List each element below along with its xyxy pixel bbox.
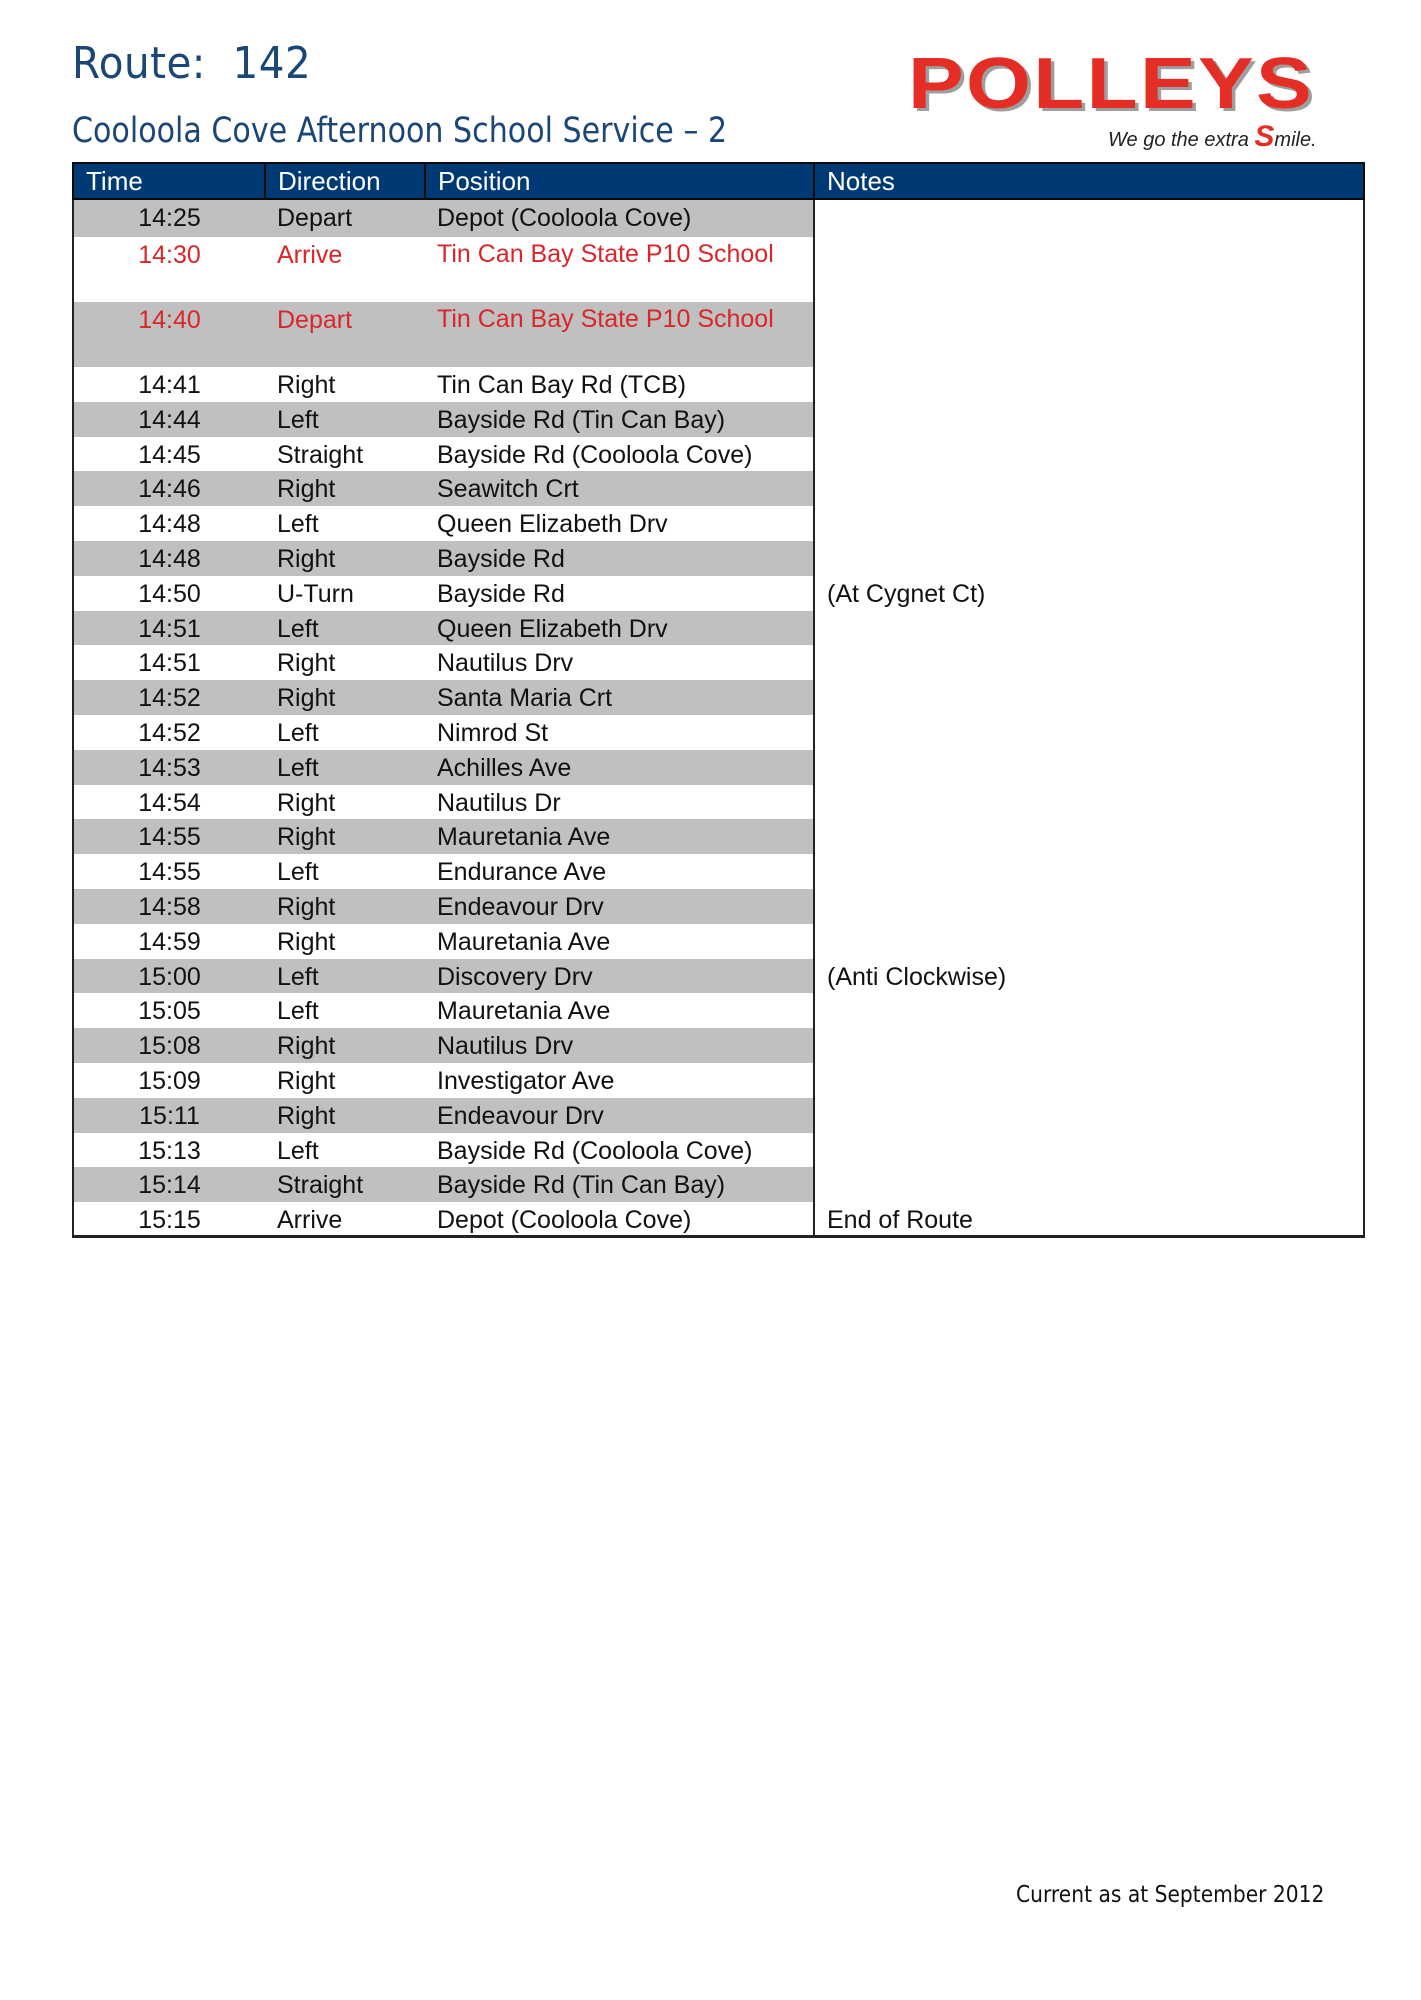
cell-direction: Right — [265, 1028, 425, 1063]
cell-notes — [814, 237, 1364, 302]
table-row — [73, 576, 1364, 611]
table-header-row — [73, 163, 1364, 199]
cell-direction: Right — [277, 788, 336, 817]
cell-notes: End of Route — [814, 1202, 1364, 1237]
cell-notes — [814, 993, 1364, 1028]
cell-time: 15:05 — [73, 993, 265, 1028]
cell-direction: Right — [265, 819, 425, 854]
cell-position: Mauretania Ave — [425, 819, 814, 854]
cell-position: Endeavour Drv — [425, 889, 814, 924]
cell-notes — [814, 715, 1364, 750]
table-row — [73, 367, 1364, 402]
tagline-prefix: We go the extra — [1108, 129, 1255, 151]
cell-notes — [814, 199, 1364, 237]
cell-time: 14:55 — [73, 819, 265, 854]
cell-position: Queen Elizabeth Drv — [425, 506, 814, 541]
cell-direction: Right — [277, 371, 336, 399]
table-row — [73, 889, 1364, 924]
cell-direction: Right — [277, 649, 336, 678]
cell-notes — [814, 750, 1364, 785]
cell-direction: Depart — [265, 199, 425, 237]
cell-notes — [814, 889, 1364, 924]
cell-direction: Left — [277, 1136, 319, 1165]
cell-position: Nautilus Drv — [425, 645, 814, 680]
cell-notes — [814, 506, 1364, 541]
cell-direction: Right — [265, 541, 425, 576]
cell-position: Queen Elizabeth Drv — [425, 611, 814, 646]
table-row — [73, 471, 1364, 506]
cell-time: 14:45 — [73, 437, 265, 472]
cell-position: Tin Can Bay Rd (TCB) — [425, 367, 814, 402]
cell-direction: Left — [277, 718, 319, 747]
table-row — [73, 1028, 1364, 1063]
table-row — [73, 437, 1364, 472]
table-row — [73, 1063, 1364, 1098]
cell-time: 15:00 — [73, 959, 265, 994]
cell-direction: Left — [277, 510, 319, 539]
cell-time: 14:58 — [73, 889, 265, 924]
cell-time: 14:51 — [73, 611, 265, 646]
column-header-position: Position — [425, 163, 814, 199]
cell-notes — [814, 924, 1364, 959]
cell-time: 14:25 — [73, 199, 265, 237]
table-row — [73, 1167, 1364, 1202]
table-row — [73, 1133, 1364, 1168]
cell-time: 14:55 — [73, 854, 265, 889]
cell-direction: Right — [265, 1098, 425, 1133]
cell-time: 14:51 — [73, 645, 265, 680]
logo-wordmark: POLLEYS — [908, 44, 1315, 124]
cell-time: 14:52 — [73, 715, 265, 750]
cell-direction: Left — [265, 750, 425, 785]
cell-position: Nautilus Dr — [425, 785, 814, 820]
cell-position: Depot (Cooloola Cove) — [425, 199, 814, 237]
cell-position: Tin Can Bay State P10 School — [425, 237, 814, 302]
cell-position: Bayside Rd — [425, 576, 814, 611]
table-row — [73, 541, 1364, 576]
cell-direction: Straight — [265, 1167, 425, 1202]
cell-position: Endeavour Drv — [425, 1098, 814, 1133]
cell-time: 14:54 — [73, 785, 265, 820]
cell-direction: Right — [277, 1066, 336, 1095]
polleys-logo — [908, 44, 1360, 153]
cell-position: Bayside Rd (Tin Can Bay) — [425, 1167, 814, 1202]
cell-direction: Arrive — [277, 241, 343, 269]
table-row — [73, 715, 1364, 750]
cell-position: Investigator Ave — [425, 1063, 814, 1098]
cell-notes: (At Cygnet Ct) — [814, 576, 1364, 611]
cell-notes — [814, 819, 1364, 854]
cell-direction: Left — [265, 402, 425, 437]
cell-direction: Left — [277, 858, 319, 887]
cell-notes — [814, 367, 1364, 402]
table-row — [73, 680, 1364, 715]
cell-time: 14:30 — [73, 237, 265, 302]
column-header-notes: Notes — [814, 163, 1364, 199]
cell-notes — [814, 541, 1364, 576]
table-row — [73, 1098, 1364, 1133]
cell-position: Bayside Rd (Cooloola Cove) — [425, 437, 814, 472]
cell-direction: Right — [277, 927, 336, 956]
cell-notes — [814, 854, 1364, 889]
cell-direction: Right — [265, 889, 425, 924]
cell-direction: Left — [265, 959, 425, 994]
cell-time: 14:48 — [73, 541, 265, 576]
route-title: Route: 142 — [72, 38, 312, 89]
tagline-suffix: mile. — [1274, 129, 1317, 151]
table-row — [73, 785, 1364, 820]
cell-direction: Right — [265, 680, 425, 715]
cell-time: 14:40 — [73, 302, 265, 367]
table-row — [73, 819, 1364, 854]
cell-position: Bayside Rd (Tin Can Bay) — [425, 402, 814, 437]
cell-time: 15:08 — [73, 1028, 265, 1063]
cell-position: Nautilus Drv — [425, 1028, 814, 1063]
cell-notes — [814, 437, 1364, 472]
table-row — [73, 302, 1364, 367]
cell-notes — [814, 611, 1364, 646]
cell-time: 14:52 — [73, 680, 265, 715]
cell-position: Mauretania Ave — [425, 924, 814, 959]
cell-time: 14:44 — [73, 402, 265, 437]
table-row — [73, 402, 1364, 437]
cell-notes — [814, 1098, 1364, 1133]
cell-direction: Left — [277, 997, 319, 1026]
cell-notes: (Anti Clockwise) — [814, 959, 1364, 994]
table-row — [73, 645, 1364, 680]
cell-time: 14:46 — [73, 471, 265, 506]
table-body — [73, 199, 1364, 1237]
cell-time: 14:50 — [73, 576, 265, 611]
currency-note: Current as at September 2012 — [1016, 1882, 1325, 1908]
cell-time: 14:41 — [73, 367, 265, 402]
cell-position: Depot (Cooloola Cove) — [425, 1202, 814, 1237]
cell-position: Tin Can Bay State P10 School — [425, 302, 814, 367]
cell-direction: U-Turn — [277, 579, 354, 608]
cell-position: Endurance Ave — [425, 854, 814, 889]
cell-direction: Straight — [277, 440, 364, 469]
cell-direction: Arrive — [265, 1202, 425, 1237]
cell-notes — [814, 471, 1364, 506]
cell-time: 15:13 — [73, 1133, 265, 1168]
logo-tagline — [1108, 120, 1317, 154]
cell-notes — [814, 1028, 1364, 1063]
cell-notes — [814, 1167, 1364, 1202]
cell-notes — [814, 1063, 1364, 1098]
cell-position: Bayside Rd — [425, 541, 814, 576]
cell-position: Discovery Drv — [425, 959, 814, 994]
table-row — [73, 750, 1364, 785]
table-row — [73, 854, 1364, 889]
cell-notes — [814, 645, 1364, 680]
table-row — [73, 237, 1364, 302]
cell-direction: Right — [265, 471, 425, 506]
cell-notes — [814, 785, 1364, 820]
table-row — [73, 611, 1364, 646]
cell-time: 14:59 — [73, 924, 265, 959]
cell-time: 15:11 — [73, 1098, 265, 1133]
cell-time: 14:53 — [73, 750, 265, 785]
smile-s-icon: S — [1254, 120, 1275, 153]
column-header-direction: Direction — [265, 163, 425, 199]
cell-position: Bayside Rd (Cooloola Cove) — [425, 1133, 814, 1168]
table-row — [73, 993, 1364, 1028]
cell-time: 15:15 — [73, 1202, 265, 1237]
table-row — [73, 959, 1364, 994]
cell-notes — [814, 402, 1364, 437]
table-row — [73, 199, 1364, 237]
cell-position: Seawitch Crt — [425, 471, 814, 506]
cell-position: Mauretania Ave — [425, 993, 814, 1028]
table-row — [73, 1202, 1364, 1237]
route-schedule-table — [72, 162, 1365, 1238]
cell-position: Nimrod St — [425, 715, 814, 750]
service-subtitle: Cooloola Cove Afternoon School Service – 2 — [72, 111, 728, 151]
cell-direction: Depart — [265, 302, 425, 367]
table-row — [73, 506, 1364, 541]
cell-notes — [814, 302, 1364, 367]
cell-time: 15:14 — [73, 1167, 265, 1202]
cell-time: 15:09 — [73, 1063, 265, 1098]
cell-direction: Left — [265, 611, 425, 646]
cell-notes — [814, 680, 1364, 715]
cell-position: Santa Maria Crt — [425, 680, 814, 715]
cell-notes — [814, 1133, 1364, 1168]
table-row — [73, 924, 1364, 959]
cell-time: 14:48 — [73, 506, 265, 541]
cell-position: Achilles Ave — [425, 750, 814, 785]
column-header-time: Time — [73, 163, 265, 199]
